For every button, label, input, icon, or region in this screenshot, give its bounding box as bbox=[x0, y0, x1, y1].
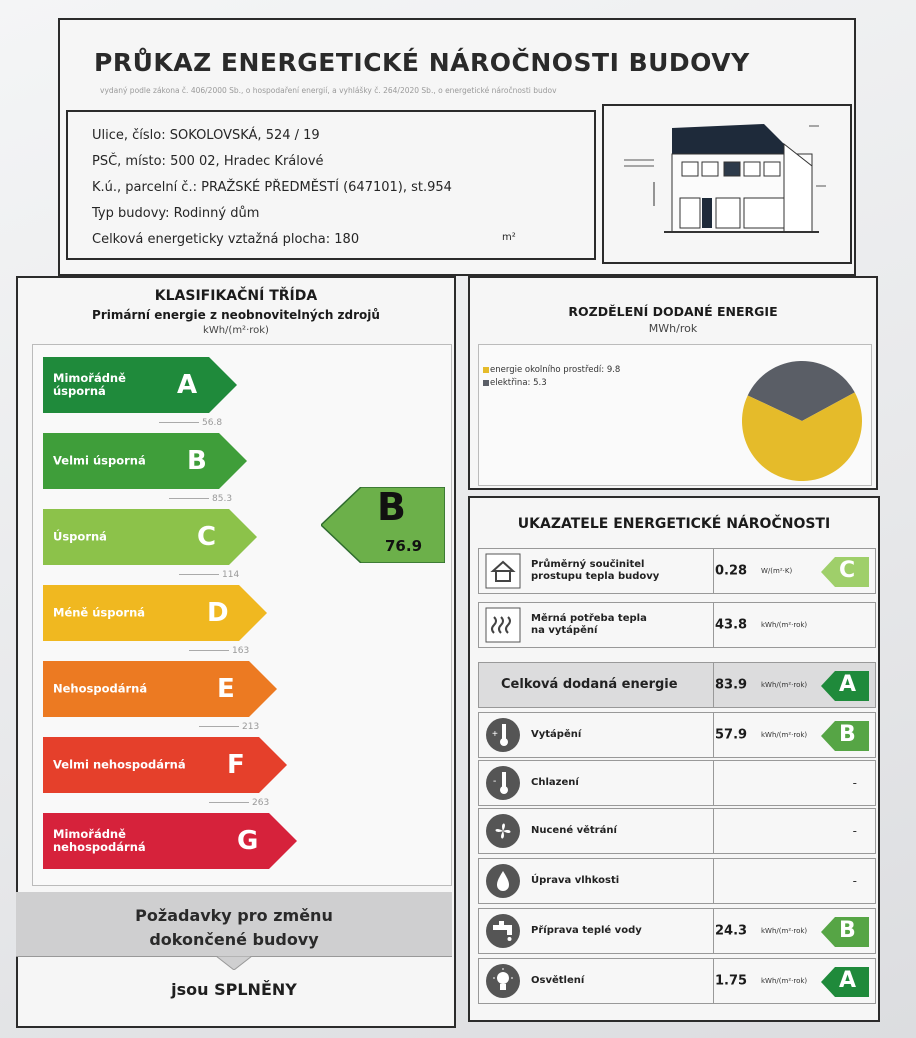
requirements-line2: dokončené budovy bbox=[149, 930, 319, 949]
indicator-row bbox=[478, 712, 876, 758]
indicator-name bbox=[531, 925, 642, 937]
class-threshold-c: 114 bbox=[179, 570, 239, 580]
building-info bbox=[66, 110, 596, 260]
class-badge bbox=[821, 967, 869, 997]
class-band-f bbox=[43, 737, 287, 793]
area-row bbox=[92, 232, 359, 247]
cadastre-value: PRAŽSKÉ PŘEDMĚSTÍ (647101), st.954 bbox=[201, 180, 452, 195]
column-divider bbox=[713, 713, 714, 757]
class-band-d bbox=[43, 585, 267, 641]
class-badge-letter: B bbox=[839, 722, 856, 747]
indicator-value: 1.75 bbox=[715, 973, 748, 989]
cadastre-label: K.ú., parcelní č.: bbox=[92, 180, 197, 195]
indicator-name-line1: Příprava teplé vody bbox=[531, 925, 642, 936]
class-band-label: Velmi nehospodárná bbox=[53, 757, 186, 772]
indicator-unit: W/(m²·K) bbox=[761, 567, 793, 575]
legend-item-ambient bbox=[483, 365, 620, 375]
class-badge-letter: C bbox=[839, 558, 856, 583]
class-threshold-e: 213 bbox=[199, 722, 259, 732]
class-band-e bbox=[43, 661, 277, 717]
requirements-line1: Požadavky pro změnu bbox=[135, 906, 333, 925]
indicator-value: 57.9 bbox=[715, 727, 748, 743]
indicator-name bbox=[531, 777, 579, 789]
building-type-value: Rodinný dům bbox=[173, 206, 260, 221]
legend-swatch-ambient bbox=[483, 367, 489, 373]
column-divider bbox=[713, 909, 714, 953]
indicator-name-line1: Celková dodaná energie bbox=[501, 677, 678, 692]
class-band-c bbox=[43, 509, 257, 565]
faucet-icon bbox=[485, 913, 521, 953]
certificate-title: PRŮKAZ ENERGETICKÉ NÁROČNOSTI BUDOVY bbox=[94, 48, 750, 77]
indicator-name-line1: Průměrný součinitel bbox=[531, 559, 645, 570]
lightbulb-icon bbox=[485, 963, 521, 1003]
distribution-unit: MWh/rok bbox=[648, 322, 698, 335]
indicator-row bbox=[478, 858, 876, 904]
house-icon bbox=[485, 553, 521, 593]
indicator-row bbox=[478, 808, 876, 854]
svg-text:+: + bbox=[492, 729, 498, 740]
pointer-arrow-icon bbox=[216, 956, 252, 970]
class-band-label: Úsporná bbox=[53, 529, 107, 544]
fan-icon bbox=[485, 813, 521, 853]
rating-value: 76.9 bbox=[385, 537, 423, 555]
indicator-unit: kWh/(m²·rok) bbox=[761, 927, 808, 935]
column-divider bbox=[713, 859, 714, 903]
column-divider bbox=[713, 809, 714, 853]
house-drawing-icon bbox=[604, 106, 850, 262]
indicator-name bbox=[501, 679, 678, 691]
indicator-row bbox=[478, 958, 876, 1004]
requirements-box bbox=[16, 892, 456, 1028]
indicator-name-line1: Měrná potřeba tepla bbox=[531, 613, 647, 624]
building-type-label: Typ budovy: bbox=[92, 206, 170, 221]
column-divider bbox=[713, 549, 714, 593]
class-band-letter: A bbox=[177, 370, 198, 400]
indicator-value: 43.8 bbox=[715, 617, 748, 633]
distribution-pie-chart bbox=[737, 359, 867, 483]
thermometer-minus-icon bbox=[485, 765, 521, 805]
street-label: Ulice, číslo: bbox=[92, 128, 166, 143]
class-threshold-f: 263 bbox=[209, 798, 269, 808]
indicator-empty-dash: - bbox=[852, 824, 857, 838]
distribution-chart-area bbox=[478, 344, 872, 486]
class-band-letter: G bbox=[237, 826, 259, 856]
column-divider bbox=[713, 959, 714, 1003]
indicator-name bbox=[531, 825, 617, 837]
certificate-header bbox=[58, 18, 856, 276]
indicator-empty-dash: - bbox=[852, 874, 857, 888]
requirements-result: jsou SPLNĚNY bbox=[171, 980, 297, 999]
class-badge-letter: A bbox=[839, 968, 857, 993]
classification-panel bbox=[16, 276, 456, 1028]
psc-label: PSČ, místo: bbox=[92, 154, 166, 169]
class-badge bbox=[821, 721, 869, 751]
svg-text:-: - bbox=[493, 776, 497, 787]
psc-row bbox=[92, 154, 324, 169]
requirements-header bbox=[16, 892, 452, 957]
class-band-label: Velmi úsporná bbox=[53, 453, 146, 468]
indicators-panel bbox=[468, 496, 880, 1022]
indicator-row bbox=[478, 908, 876, 954]
energy-scale bbox=[32, 344, 452, 886]
class-band-letter: B bbox=[187, 446, 207, 476]
legend-swatch-electricity bbox=[483, 380, 489, 386]
indicator-name bbox=[531, 559, 659, 583]
psc-value: 500 02, Hradec Králové bbox=[170, 154, 324, 169]
building-drawing bbox=[602, 104, 852, 264]
class-band-label: Méně úsporná bbox=[53, 605, 146, 620]
class-band-g bbox=[43, 813, 297, 869]
legend-label-ambient: energie okolního prostředí: 9.8 bbox=[490, 365, 621, 375]
class-band-a bbox=[43, 357, 237, 413]
street-row bbox=[92, 128, 320, 143]
distribution-title: ROZDĚLENÍ DODANÉ ENERGIE bbox=[568, 304, 778, 319]
indicator-name-line2: na vytápění bbox=[531, 625, 598, 636]
indicator-name bbox=[531, 875, 619, 887]
indicator-name-line1: Nucené větrání bbox=[531, 825, 617, 836]
class-band-label: Mimořádně nehospodárná bbox=[53, 827, 146, 854]
requirements-text bbox=[16, 904, 452, 952]
column-divider bbox=[713, 603, 714, 647]
indicator-name-line1: Vytápění bbox=[531, 729, 582, 740]
class-band-label: Nehospodárná bbox=[53, 681, 148, 696]
indicator-value: 0.28 bbox=[715, 563, 748, 579]
thermometer-plus-icon bbox=[485, 717, 521, 757]
class-badge-letter: A bbox=[839, 672, 857, 697]
indicator-row bbox=[478, 662, 876, 708]
indicator-empty-dash: - bbox=[852, 776, 857, 790]
class-threshold-b: 85.3 bbox=[169, 494, 232, 504]
energy-distribution-panel bbox=[468, 276, 878, 490]
indicator-value: 83.9 bbox=[715, 677, 748, 693]
classification-subtitle: Primární energie z neobnovitelných zdrojů bbox=[92, 308, 380, 322]
certificate-subtitle: vydaný podle zákona č. 406/2000 Sb., o hospodaření energií, a vyhlášky č. 264/2020 Sb., o energetické náročnosti budov bbox=[100, 86, 557, 95]
legend-label-electricity: elektřina: 5.3 bbox=[490, 378, 547, 388]
class-band-letter: C bbox=[197, 522, 217, 552]
indicator-unit: kWh/(m²·rok) bbox=[761, 731, 808, 739]
indicator-row bbox=[478, 760, 876, 806]
class-band-letter: F bbox=[227, 750, 245, 780]
indicator-name-line1: Osvětlení bbox=[531, 975, 585, 986]
indicator-name bbox=[531, 975, 584, 987]
class-badge bbox=[821, 557, 869, 587]
classification-title: KLASIFIKAČNÍ TŘÍDA bbox=[154, 288, 318, 304]
area-unit: m² bbox=[502, 232, 516, 243]
class-threshold-d: 163 bbox=[189, 646, 249, 656]
indicator-row bbox=[478, 548, 876, 594]
indicator-name bbox=[531, 729, 581, 741]
class-band-b bbox=[43, 433, 247, 489]
heat-waves-icon bbox=[485, 607, 521, 647]
area-label: Celková energeticky vztažná plocha: bbox=[92, 232, 331, 247]
building-type-row bbox=[92, 206, 259, 221]
cadastre-row bbox=[92, 180, 452, 195]
rating-indicator bbox=[321, 487, 445, 563]
rating-letter: B bbox=[377, 485, 406, 529]
column-divider bbox=[713, 663, 714, 707]
indicators-title: UKAZATELE ENERGETICKÉ NÁROČNOSTI bbox=[517, 516, 831, 532]
class-badge bbox=[821, 917, 869, 947]
class-band-label: Mimořádně úsporná bbox=[53, 371, 126, 398]
legend-item-electricity bbox=[483, 378, 547, 388]
indicator-name-line1: Chlazení bbox=[531, 777, 579, 788]
class-band-letter: D bbox=[207, 598, 229, 628]
indicator-name bbox=[531, 613, 647, 637]
indicator-unit: kWh/(m²·rok) bbox=[761, 977, 808, 985]
street-value: SOKOLOVSKÁ, 524 / 19 bbox=[169, 128, 320, 143]
class-band-letter: E bbox=[217, 674, 235, 704]
indicator-row bbox=[478, 602, 876, 648]
class-badge bbox=[821, 671, 869, 701]
indicator-name-line2: prostupu tepla budovy bbox=[531, 571, 660, 582]
classification-unit: kWh/(m²·rok) bbox=[203, 325, 269, 336]
class-threshold-a: 56.8 bbox=[159, 418, 222, 428]
class-badge-letter: B bbox=[839, 918, 856, 943]
area-value: 180 bbox=[334, 232, 360, 247]
indicator-unit: kWh/(m²·rok) bbox=[761, 681, 808, 689]
indicator-value: 24.3 bbox=[715, 923, 748, 939]
indicator-unit: kWh/(m²·rok) bbox=[761, 621, 808, 629]
indicator-name-line1: Úprava vlhkosti bbox=[531, 875, 620, 886]
column-divider bbox=[713, 761, 714, 805]
humidity-drop-icon bbox=[485, 863, 521, 903]
